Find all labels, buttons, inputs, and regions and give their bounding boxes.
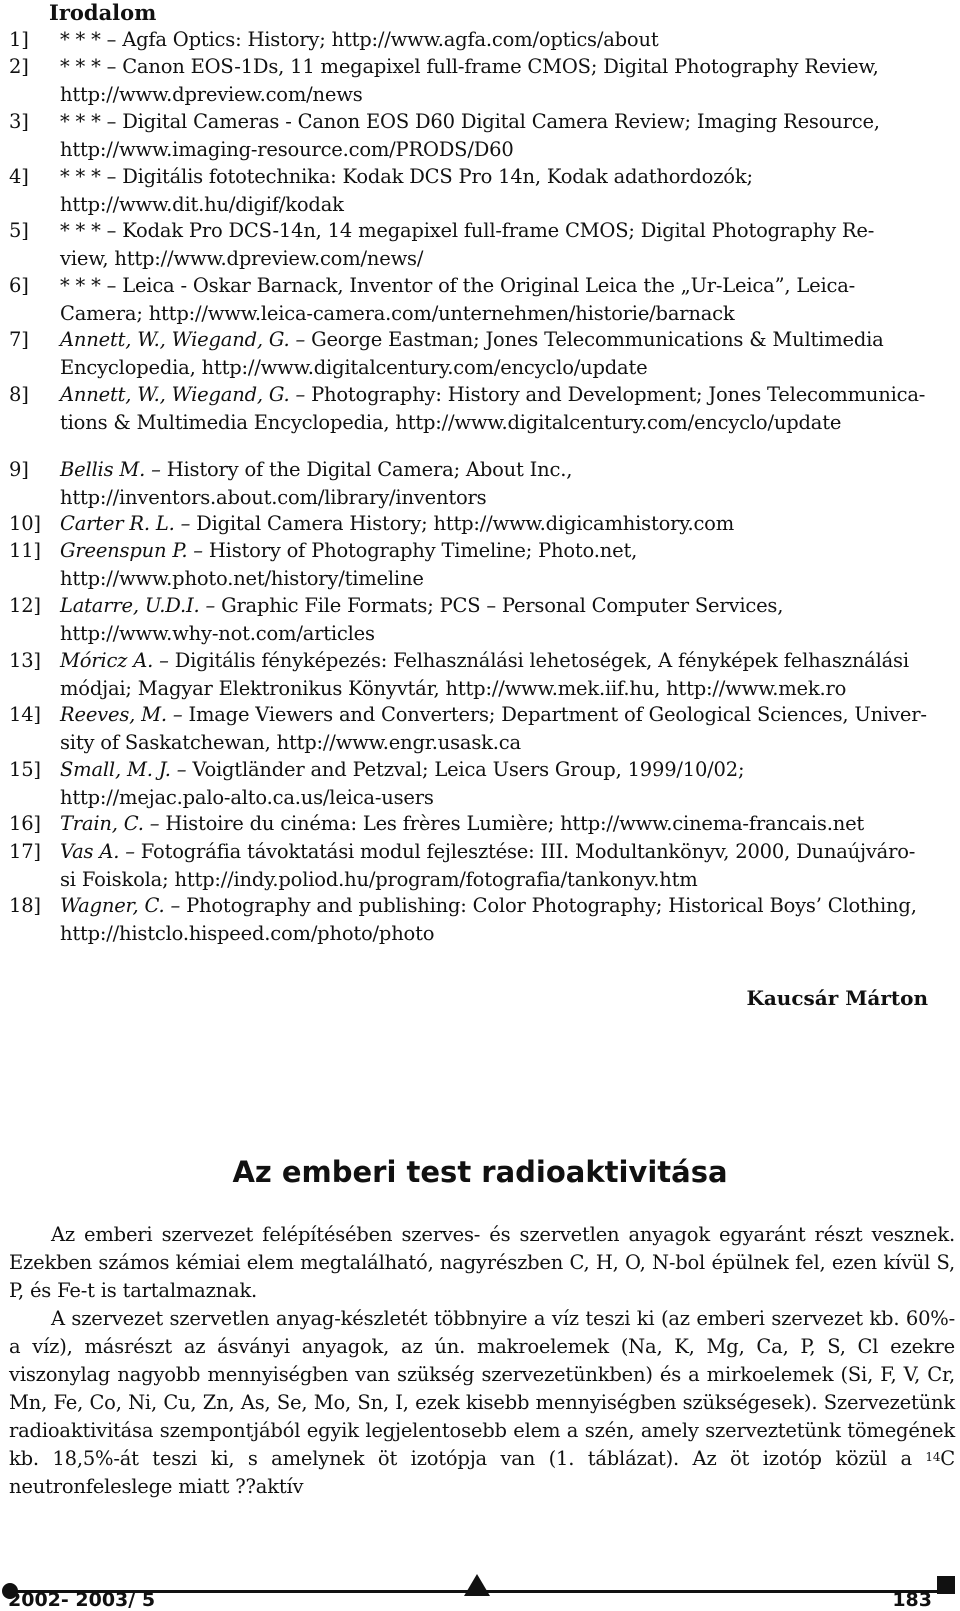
reference-line-1: Photography and publishing: Color Photography; Historical Boys’ Clothing, (186, 894, 917, 918)
reference-number: 2] (9, 55, 29, 79)
reference-text (60, 537, 637, 593)
reference-text (60, 647, 909, 703)
reference-number: 10] (9, 512, 41, 536)
reference-author: Móricz A. – (60, 648, 169, 672)
reference-line-1: Canon EOS-1Ds, 11 megapixel full-frame CMOS; Digital Photography Review, (122, 55, 879, 79)
references-heading: Irodalom (49, 0, 157, 25)
reference-text (60, 217, 874, 273)
reference-text (60, 701, 927, 757)
isotope-superscript: 14 (925, 1450, 941, 1464)
paragraph-2-tail: C neutronfeleslege miatt ??aktív (9, 1447, 955, 1498)
reference-author: Greenspun P. – (60, 539, 203, 563)
reference-number: 4] (9, 164, 29, 188)
reference-author: Bellis M. – (60, 457, 161, 481)
reference-line-1: History of the Digital Camera; About Inc., (166, 457, 573, 481)
reference-number: 3] (9, 109, 29, 133)
reference-line-1: History of Photography Timeline; Photo.net, (208, 539, 638, 563)
reference-author: * * * – (60, 28, 117, 51)
reference-line-1: Agfa Optics: History; http://www.agfa.com/optics/about (122, 28, 659, 51)
article-title: Az emberi test radioaktivitása (232, 1155, 728, 1189)
reference-line-2: http://histclo.hispeed.com/photo/photo (60, 922, 435, 946)
reference-text (60, 838, 915, 894)
paragraph-2 (9, 1305, 955, 1501)
reference-line-1: Image Viewers and Converters; Department of Geological Sciences, Univer- (188, 703, 927, 727)
reference-text (60, 326, 884, 382)
reference-author: Reeves, M. – (60, 703, 183, 727)
page-number: 183 (892, 1589, 932, 1611)
reference-number: 15] (9, 757, 41, 781)
reference-line-1: Digitális fényképezés: Felhasználási lehetoségek, A fényképek felhasználási (174, 648, 909, 672)
reference-number: 5] (9, 219, 29, 243)
reference-number: 7] (9, 328, 29, 352)
reference-text (60, 892, 917, 948)
reference-line-1: Voigtländer and Petzval; Leica Users Group, 1999/10/02; (192, 757, 745, 781)
reference-number: 6] (9, 273, 29, 297)
reference-line-2: http://inventors.about.com/library/inventors (60, 485, 487, 509)
reference-line-1: Fotográfia távoktatási modul fejlesztése: III. Modultankönyv, 2000, Dunaújváro- (140, 839, 916, 863)
reference-text (60, 810, 864, 838)
paragraph-1: Az emberi szervezet felépítésében szerves- és szervetlen anyagok egyaránt részt vesznek. Ezekben számos kémiai elem megtalálható, nagyrészben C, H, O, N-bol épülnek fel, ezen kívül S, P, és Fe-t is tartalmaznak. (9, 1223, 955, 1302)
reference-line-2: si Foiskola; http://indy.poliod.hu/program/fotografia/tankonyv.htm (60, 867, 698, 891)
reference-author: Annett, W., Wiegand, G. – (60, 382, 306, 406)
issue-label: 2002- 2003/ 5 (8, 1589, 156, 1611)
reference-author: Carter R. L. – (60, 512, 191, 536)
reference-author: Vas A. – (60, 839, 135, 863)
reference-line-2: http://www.dpreview.com/news (60, 83, 363, 107)
reference-text (60, 272, 855, 328)
reference-text (60, 510, 734, 538)
reference-number: 8] (9, 382, 29, 406)
reference-author: * * * – (60, 164, 117, 188)
reference-text (60, 53, 879, 109)
reference-line-2: módjai; Magyar Elektronikus Könyvtár, http://www.mek.iif.hu, http://www.mek.ro (60, 676, 847, 700)
reference-number: 18] (9, 894, 41, 918)
reference-number: 17] (9, 839, 41, 863)
reference-text (60, 381, 925, 437)
reference-line-1: Digital Camera History; http://www.digicamhistory.com (196, 512, 735, 536)
reference-text (60, 756, 744, 812)
reference-author: Latarre, U.D.I. – (60, 594, 216, 617)
reference-line-2: http://mejac.palo-alto.ca.us/leica-users (60, 785, 434, 809)
reference-line-1: Digital Cameras - Canon EOS D60 Digital Camera Review; Imaging Resource, (122, 109, 880, 133)
reference-line-2: http://www.dit.hu/digif/kodak (60, 192, 344, 216)
reference-line-2: Encyclopedia, http://www.digitalcentury.com/encyclo/update (60, 356, 648, 380)
reference-text (60, 456, 572, 512)
reference-text (60, 108, 880, 164)
reference-author: Annett, W., Wiegand, G. – (60, 328, 306, 352)
reference-line-1: Photography: History and Development; Jones Telecommunica- (311, 382, 926, 406)
reference-number: 16] (9, 812, 41, 836)
reference-author: * * * – (60, 219, 117, 243)
reference-line-2: Camera; http://www.leica-camera.com/unternehmen/historie/barnack (60, 301, 735, 325)
reference-line-1: Graphic File Formats; PCS – Personal Computer Services, (221, 594, 784, 617)
reference-line-2: tions & Multimedia Encyclopedia, http://www.digitalcentury.com/encyclo/update (60, 410, 842, 434)
reference-author: * * * – (60, 273, 117, 297)
reference-text (60, 592, 783, 648)
reference-line-1: Histoire du cinéma: Les frères Lumière; http://www.cinema-francais.net (165, 812, 865, 836)
reference-author: Train, C. – (60, 812, 160, 836)
reference-line-1: Digitális fototechnika: Kodak DCS Pro 14n, Kodak adathordozók; (122, 164, 753, 188)
reference-number: 11] (9, 539, 41, 563)
reference-author: Wagner, C. – (60, 894, 181, 918)
reference-number: 12] (9, 594, 41, 617)
reference-text (60, 163, 753, 219)
reference-author: * * * – (60, 109, 117, 133)
reference-author: * * * – (60, 55, 117, 79)
reference-line-1: Leica - Oskar Barnack, Inventor of the Original Leica the „Ur-Leica”, Leica- (122, 273, 856, 297)
reference-number: 13] (9, 648, 41, 672)
paragraph-2-text: A szervezet szervetlen anyag-készletét többnyire a víz teszi ki (az emberi szervezet kb. 60%-a víz), másrészt az ásványi anyagok, az ún. makroelemek (Na, K, Mg, Ca, P, S, Cl ezekre viszonylag nagyobb mennyiségben van szükség szervezetünkben) és a mirkoelemek (Si, F, V, Cr, Mn, Fe, Co, Ni, Cu, Zn, As, Se, Mo, Sn, I, ezek kisebb mennyiségben szükségesek). Szervezetünk radioaktivitása szempontjából egyik legjelentosebb elem a szén, amely szerveztetünk tömegének kb. 18,5%-át teszi ki, s amelynek öt izotópja van (1. táblázat). Az öt izotóp közül a (9, 1307, 955, 1470)
reference-number: 9] (9, 457, 29, 481)
reference-line-2: http://www.imaging-resource.com/PRODS/D60 (60, 137, 514, 161)
reference-line-2: sity of Saskatchewan, http://www.engr.usask.ca (60, 731, 521, 755)
reference-number: 14] (9, 703, 41, 727)
reference-line-1: George Eastman; Jones Telecommunications & Multimedia (311, 328, 884, 352)
reference-line-1: Kodak Pro DCS-14n, 14 megapixel full-frame CMOS; Digital Photography Re- (122, 219, 875, 243)
reference-author: Small, M. J. – (60, 757, 187, 781)
reference-line-2: http://www.why-not.com/articles (60, 622, 375, 645)
reference-text (60, 26, 658, 54)
author-signature: Kaucsár Márton (746, 986, 928, 1010)
reference-line-2: view, http://www.dpreview.com/news/ (60, 247, 424, 271)
reference-number: 1] (9, 28, 29, 51)
article-body (9, 1221, 955, 1501)
reference-line-2: http://www.photo.net/history/timeline (60, 567, 424, 591)
